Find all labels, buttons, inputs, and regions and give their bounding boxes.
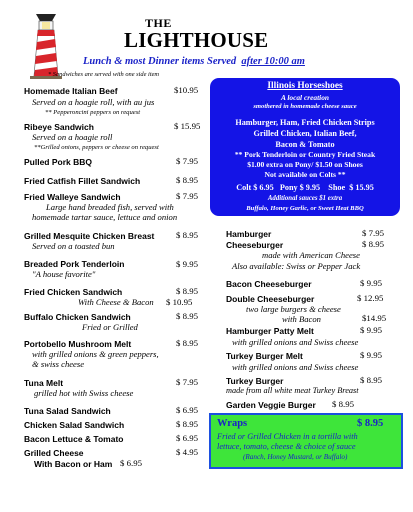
menu-item-price: $ 8.95 — [176, 175, 198, 185]
menu-item-name: Ribeye Sandwich — [24, 122, 94, 132]
illinois-horseshoes-panel — [210, 78, 400, 216]
menu-item-note: ** Pepperoncini peppers on request — [45, 109, 141, 116]
menu-item-price: $ 6.95 — [176, 433, 198, 443]
menu-item-name: Hamburger — [226, 229, 272, 239]
horseshoe-title: Illinois Horseshoes — [267, 81, 343, 91]
menu-item-desc: with Bacon — [282, 314, 321, 324]
menu-item-name: Chicken Salad Sandwich — [24, 420, 125, 430]
menu-item-price: $ 8.95 — [362, 239, 384, 249]
menu-item-name: Grilled Cheese — [24, 448, 84, 458]
menu-item-price: $ 9.95 — [176, 259, 198, 269]
subtitle-time: after 10:00 am — [241, 56, 305, 67]
menu-item-name: Portobello Mushroom Melt — [24, 339, 132, 349]
horseshoe-line: Hamburger, Ham, Fried Chicken Strips — [235, 118, 375, 127]
menu-item-price: $10.95 — [174, 85, 199, 95]
menu-item-desc: Served on a hoagie roll — [32, 132, 113, 142]
menu-item-price: $ 4.95 — [176, 447, 198, 457]
menu-item-name: Homemade Italian Beef — [24, 86, 118, 96]
menu-item-sub: Fried or Grilled — [82, 322, 138, 332]
menu-item-name-2: With Bacon or Ham — [34, 459, 113, 469]
menu-item-price: $ 7.95 — [176, 156, 198, 166]
menu-item-desc: Large hand breaded fish, served with — [46, 202, 174, 212]
menu-item-price: $ 8.95 — [176, 311, 198, 321]
menu-item-name: Garden Veggie Burger — [226, 400, 316, 410]
horseshoe-line: ** Pork Tenderloin or Country Fried Steak — [234, 150, 376, 159]
wraps-desc: Fried or Grilled Chicken in a tortilla with — [217, 432, 358, 441]
menu-item-price-2: $14.95 — [362, 313, 387, 323]
horseshoe-extra: Buffalo, Honey Garlic, or Sweet Heat BBQ — [246, 205, 364, 212]
wraps-desc: (Ranch, Honey Mustard, or Buffalo) — [243, 453, 348, 461]
menu-item-price: $ 15.95 — [174, 121, 201, 131]
menu-item-name: Fried Chicken Sandwich — [24, 287, 123, 297]
menu-item-name: Cheeseburger — [226, 240, 284, 250]
subtitle — [83, 56, 305, 67]
menu-item-name: Turkey Burger Melt — [226, 351, 303, 361]
menu-item-name: Hamburger Patty Melt — [226, 326, 314, 336]
menu-item-name: Buffalo Chicken Sandwich — [24, 312, 131, 322]
menu-item-name: Fried Walleye Sandwich — [24, 192, 121, 202]
horseshoe-line: Grilled Chicken, Italian Beef, — [253, 129, 357, 138]
menu-item-price: $ 8.95 — [176, 338, 198, 348]
menu-item-desc: with grilled onions & green peppers, — [32, 349, 159, 359]
menu-item-name: Grilled Mesquite Chicken Breast — [24, 231, 155, 241]
horseshoe-line: Bacon & Tomato — [275, 140, 335, 149]
menu-item-desc: Served on a toasted bun — [32, 241, 115, 251]
menu-item-price: $ 6.95 — [176, 405, 198, 415]
sides-note: * Sandwiches are served with one side item — [48, 71, 160, 78]
page-title: LIGHTHOUSE — [124, 28, 269, 52]
horseshoe-sub2: smothered in homemade cheese sauce — [253, 103, 357, 110]
menu-item-name: Double Cheeseburger — [226, 294, 315, 304]
subtitle-text: Lunch & most Dinner items Served — [83, 56, 237, 67]
wraps-price: $ 8.95 — [357, 418, 384, 429]
menu-item-price: $ 8.95 — [332, 399, 354, 409]
menu-item-price: $ 9.95 — [360, 325, 382, 335]
menu-item-price: $ 9.95 — [360, 350, 382, 360]
menu-item-desc: "A house favorite" — [32, 269, 96, 279]
menu-item-name: Tuna Salad Sandwich — [24, 406, 111, 416]
menu-item-price: $ 7.95 — [362, 228, 384, 238]
menu-item-desc: Also available: Swiss or Pepper Jack — [232, 261, 361, 271]
menu-item-price: $ 8.95 — [176, 230, 198, 240]
horseshoe-line: Not available on Colts ** — [264, 170, 346, 179]
menu-item-name: Fried Catfish Fillet Sandwich — [24, 176, 141, 186]
horseshoe-line: $1.00 extra on Pony/ $1.50 on Shoes — [247, 160, 363, 169]
wraps-name: Wraps — [217, 418, 248, 429]
menu-item-name: Bacon Lettuce & Tomato — [24, 434, 124, 444]
wraps-desc: lettuce, tomato, cheese & choice of sauce — [217, 442, 356, 451]
horseshoe-sub1: A local creation — [280, 93, 330, 102]
menu-item-name: Tuna Melt — [24, 378, 64, 388]
menu-item-price: $ 9.95 — [360, 278, 382, 288]
menu-item-desc: with grilled onions and Swiss cheese — [232, 362, 359, 372]
menu-item-note: **Grilled onions, peppers or cheese on request — [34, 144, 159, 151]
menu-item-desc: & swiss cheese — [32, 359, 85, 369]
menu-item-desc: made from all white meat Turkey Breast — [226, 386, 359, 395]
menu-item-name: Pulled Pork BBQ — [24, 157, 93, 167]
menu-item-desc: made with American Cheese — [262, 250, 360, 260]
horseshoe-sizes: Colt $ 6.95 Pony $ 9.95 Shoe $ 15.95 — [236, 183, 374, 192]
horseshoe-extra: Additional sauces $1 extra — [267, 195, 343, 202]
menu-item-price: $ 8.95 — [360, 375, 382, 385]
menu-item-desc: with grilled onions and Swiss cheese — [232, 337, 359, 347]
menu-item-desc: two large burgers & cheese — [246, 304, 341, 314]
menu-item-name: Bacon Cheeseburger — [226, 279, 312, 289]
menu-item-subprice: $ 10.95 — [166, 297, 193, 307]
lighthouse-logo-icon — [26, 12, 66, 80]
menu-item-name: Turkey Burger — [226, 376, 284, 386]
menu-item-price: $ 7.95 — [176, 377, 198, 387]
menu-item-sub: With Cheese & Bacon — [78, 297, 154, 307]
title-the: THE — [145, 16, 172, 30]
menu-item-price: $ 8.95 — [176, 286, 198, 296]
menu-item-desc: homemade tartar sauce, lettuce and onion — [32, 212, 178, 222]
menu-item-desc: Served on a hoagie roll, with au jus — [32, 97, 155, 107]
menu-item-desc: grilled hot with Swiss cheese — [34, 388, 134, 398]
wraps-panel — [209, 413, 403, 469]
menu-item-price-2: $ 6.95 — [120, 458, 142, 468]
menu-item-price: $ 7.95 — [176, 191, 198, 201]
menu-item-name: Breaded Pork Tenderloin — [24, 259, 125, 269]
menu-item-price: $ 8.95 — [176, 419, 198, 429]
menu-item-price: $ 12.95 — [357, 293, 384, 303]
